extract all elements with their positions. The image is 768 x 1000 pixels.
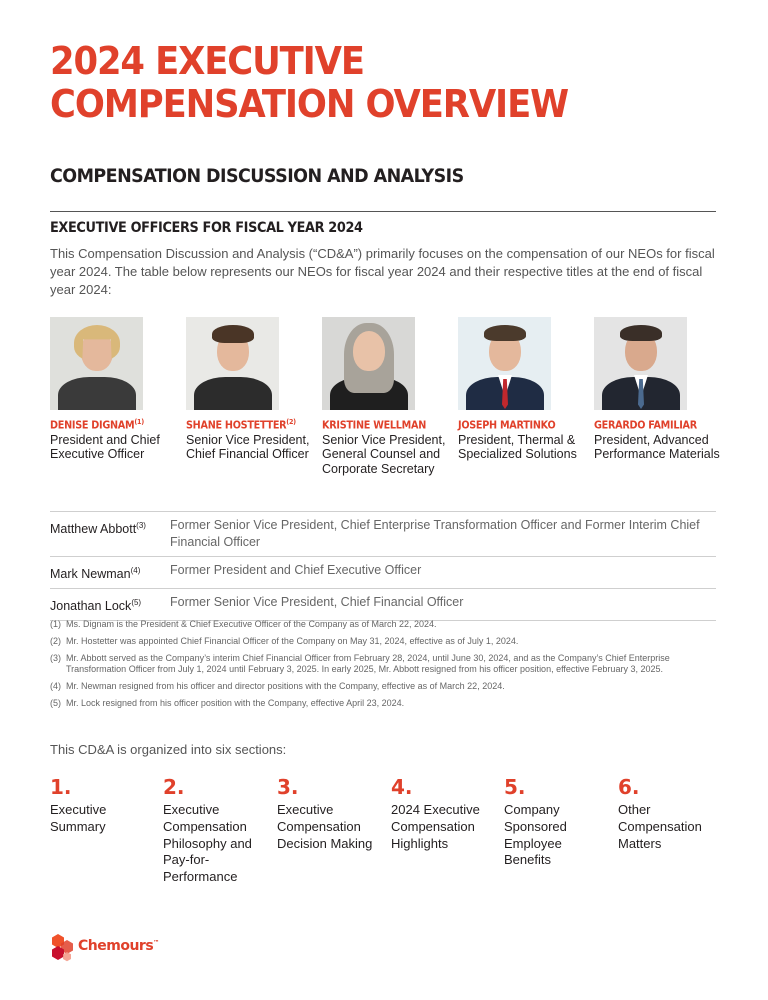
section-label: Executive Compensation Philosophy and Pay-for-Performance (163, 802, 252, 885)
logo-wordmark: Chemours™ (78, 938, 159, 954)
officer-name: GERARDO FAMILIAR (594, 419, 697, 432)
former-officer-role: Former Senior Vice President, Chief Enterprise Transformation Officer and Former Interim Chief Financial Officer (170, 518, 700, 549)
section-label: Executive Summary (50, 802, 107, 834)
page (50, 0, 718, 1000)
section-title: COMPENSATION DISCUSSION AND ANALYSIS (50, 165, 464, 187)
officer-name: SHANE HOSTETTER$^{(2)}$ (186, 418, 296, 432)
officer-photo (322, 317, 415, 410)
former-officer-role: Former Senior Vice President, Chief Financial Officer (170, 595, 464, 610)
chemours-logo (50, 932, 170, 962)
sections-intro: This CD&A is organized into six sections: (50, 742, 287, 757)
officer-photo (594, 317, 687, 410)
footnote: (1) Ms. Dignam is the President & Chief Executive Officer of the Company as of March 22, 2024. (50, 619, 437, 629)
footnotes (50, 619, 716, 715)
officer-card (186, 317, 314, 462)
section-number: 3. (277, 775, 299, 799)
footnote: (2) Mr. Hostetter was appointed Chief Financial Officer of the Company on May 31, 2024, effective as of July 1, 2024. (50, 636, 519, 646)
section-number: 4. (391, 775, 413, 799)
former-officer-role: Former President and Chief Executive Officer (170, 563, 422, 577)
officer-card (322, 317, 450, 476)
former-officers-table (50, 511, 716, 621)
officer-name: KRISTINE WELLMAN (322, 419, 427, 432)
divider (50, 211, 716, 212)
officer-card (594, 317, 722, 462)
officer-title: Senior Vice President, Chief Financial Officer (186, 432, 310, 461)
section-number: 5. (504, 775, 526, 799)
officer-name: JOSEPH MARTINKO (458, 419, 556, 432)
intro-paragraph: This Compensation Discussion and Analysis (“CD&A”) primarily focuses on the compensation of our NEOs for fiscal year 2024. The table below represents our NEOs for fiscal year 2024 and their respective titles at the end of fiscal year 2024: (50, 246, 715, 297)
section-number: 1. (50, 775, 72, 799)
footnote: (3) Mr. Abbott served as the Company’s interim Chief Financial Officer from February 28, 2024, until June 30, 2024, and as the Company’s Chief Enterprise Transformation Officer from July 1, 2024 until February 3, 2025. In early 2025, Mr. Abbott resigned from his officer position, effective February 3, 2025. (50, 653, 670, 674)
officer-photo (458, 317, 551, 410)
officer-card (50, 317, 178, 462)
former-officer-name: Mark Newman$^{(4)}$ (50, 566, 141, 582)
former-officer-name: Matthew Abbott$^{(3)}$ (50, 521, 146, 537)
officer-photo (50, 317, 143, 410)
section-item (163, 776, 271, 886)
former-officer-name: Jonathan Lock$^{(5)}$ (50, 598, 142, 614)
officer-title: President, Advanced Performance Materials (594, 432, 720, 461)
subsection-title: EXECUTIVE OFFICERS FOR FISCAL YEAR 2024 (50, 220, 363, 236)
table-row (50, 511, 716, 557)
section-item (391, 776, 499, 852)
section-label: Executive Compensation Decision Making (277, 802, 373, 851)
officer-title: Senior Vice President, General Counsel and Corporate Secretary (322, 432, 446, 476)
table-row (50, 557, 716, 589)
section-label: 2024 Executive Compensation Highlights (391, 802, 480, 851)
page-title: 2024 EXECUTIVE COMPENSATION OVERVIEW (50, 39, 568, 126)
section-item (50, 776, 158, 836)
officer-name: DENISE DIGNAM$^{(1)}$ (50, 418, 144, 432)
officer-card (458, 317, 586, 462)
section-label: Company Sponsored Employee Benefits (504, 802, 567, 868)
officer-title: President and Chief Executive Officer (50, 432, 160, 461)
section-item (504, 776, 612, 869)
section-item (618, 776, 726, 852)
table-row (50, 589, 716, 621)
footnote: (5) Mr. Lock resigned from his officer position with the Company, effective April 23, 2024. (50, 698, 405, 708)
section-number: 6. (618, 775, 640, 799)
officer-title: President, Thermal & Specialized Solutions (458, 432, 577, 461)
logo-mark-icon (50, 932, 76, 962)
officer-photo (186, 317, 279, 410)
section-item (277, 776, 385, 852)
section-number: 2. (163, 775, 185, 799)
section-label: Other Compensation Matters (618, 802, 702, 851)
footnote: (4) Mr. Newman resigned from his officer and director positions with the Company, effective as of March 22, 2024. (50, 681, 505, 691)
